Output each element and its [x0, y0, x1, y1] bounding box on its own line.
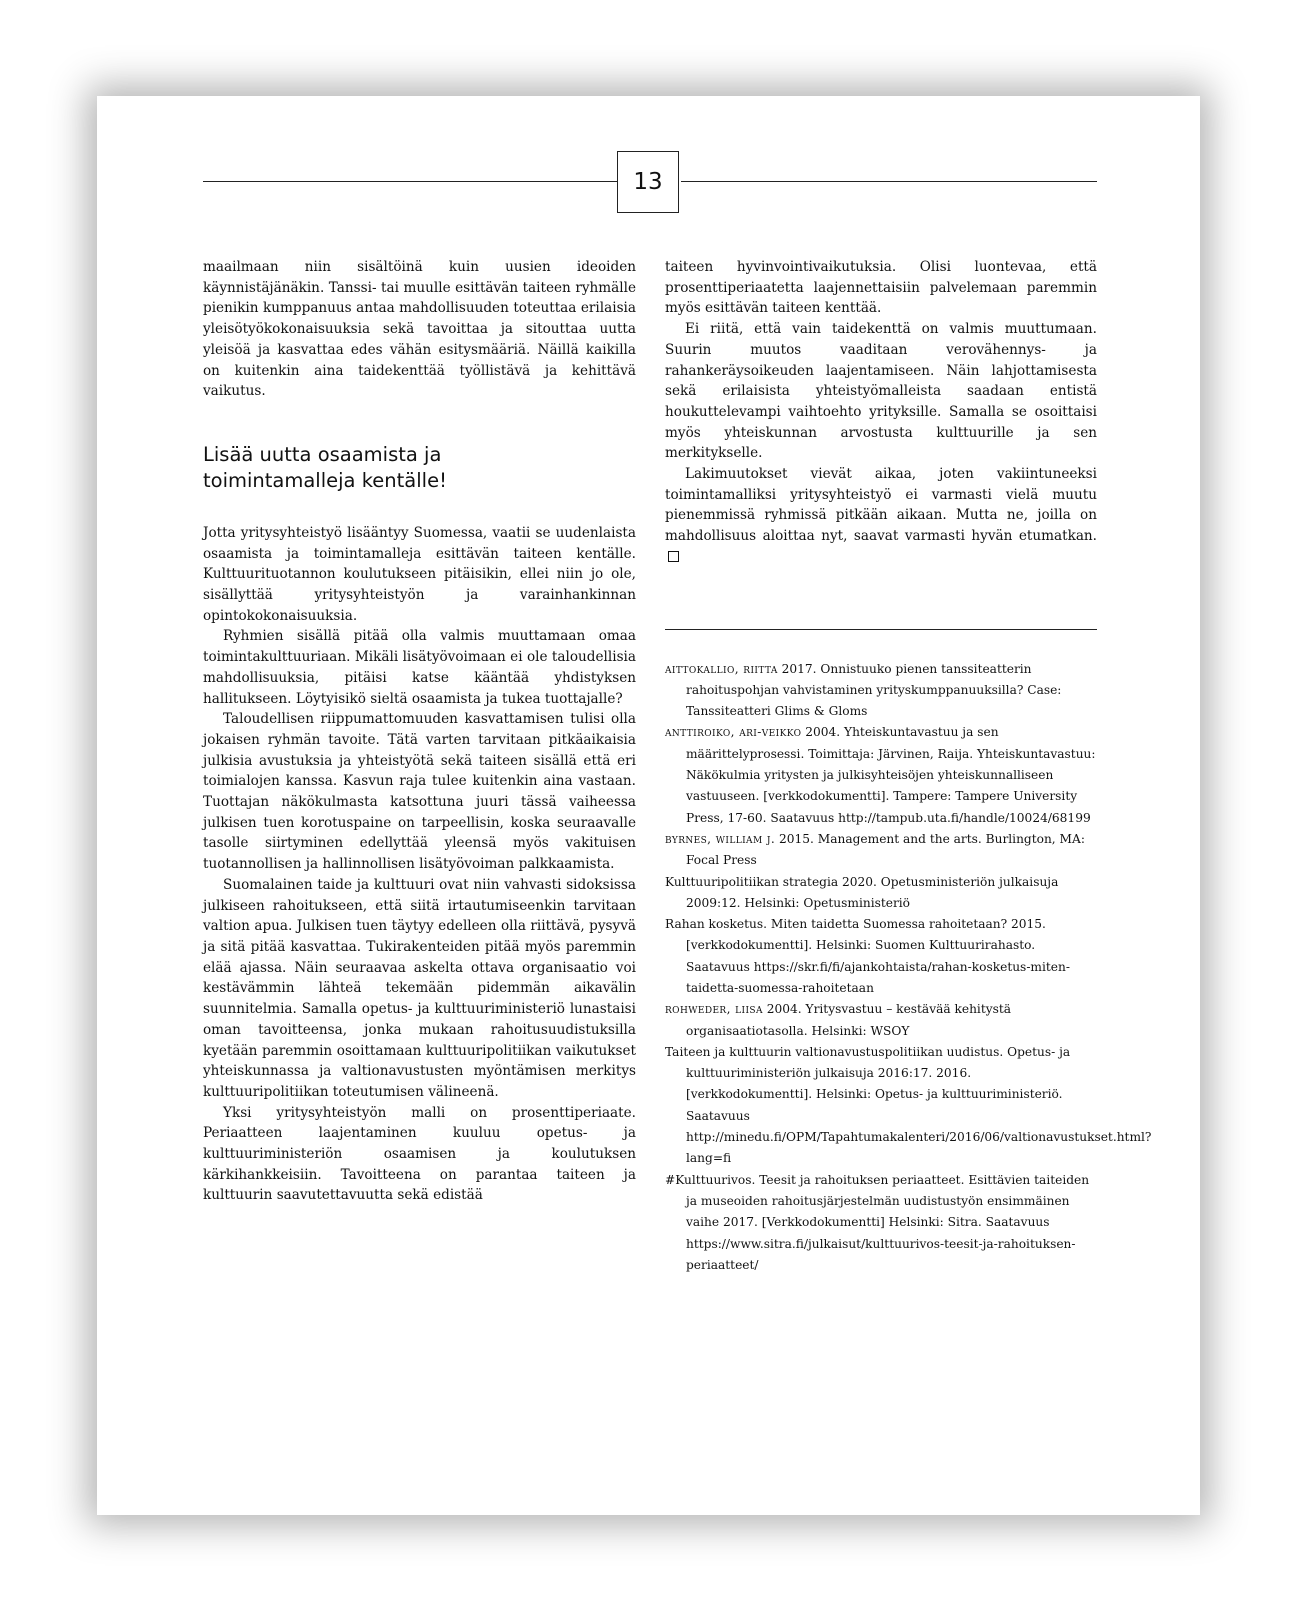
- reference-text: Taiteen ja kulttuurin valtionavustuspolitiikan uudistus. Opetus- ja kulttuuriministeriön julkaisuja 2016:17. 2016. [verkkodokumentti]. Helsinki: Opetus- ja kulttuuriministeriö. Saatavuus http://minedu.fi/OPM/Tapahtumakalenteri/2016/06/valtionavustukset.html?lang=fi: [665, 1044, 1152, 1166]
- reference-item: [665, 999, 1097, 1042]
- reference-item: [665, 1170, 1097, 1276]
- left-column: [203, 257, 636, 1206]
- page-number: 13: [617, 151, 679, 213]
- closing-paragraph-text: Lakimuutokset vievät aikaa, joten vakiintuneeksi toimintamalliksi yritysyhteistyö ei varmasti vielä muutu pienemmissä ryhmissä pitkään aikaan. Mutta ne, joilla on mahdollisuus aloittaa nyt, saavat varmasti hyvän etumatkan.: [665, 466, 1097, 545]
- section-heading-line-2: toimintamalleja kentälle!: [203, 468, 447, 492]
- reference-author: aittokallio, riitta: [665, 661, 778, 676]
- body-paragraph: taiteen hyvinvointivaikutuksia. Olisi luontevaa, että prosenttiperiaatetta laajennettaisiin palvelemaan paremmin myös esittävän taiteen kenttää.: [665, 259, 1097, 317]
- body-paragraph: [665, 464, 1097, 568]
- body-paragraph: Jotta yritysyhteistyö lisääntyy Suomessa, vaatii se uudenlaista osaamista ja toimintamalleja esittävän taiteen kentälle. Kulttuurituotannon koulutukseen pitäisikin, ellei niin jo ole, sisällyttää yritysyhteistyön ja varainhankinnan opintokokonaisuuksia.: [203, 524, 636, 624]
- body-paragraph: Taloudellisen riippumattomuuden kasvattamisen tulisi olla jokaisen ryhmän tavoite. Tätä varten tarvitaan pitkäaikaisia julkisia avustuksia ja yhteistyötä sekä taiteen sisällä että eri toimialojen kanssa. Kasvun raja tulee kuitenkin aina vastaan. Tuottajan näkökulmasta katsottuna juuri tässä vaiheessa julkisen tuen korotuspaine on tarpeellisin, koska seuraavalle tasolle siirtyminen edellyttää yleensä myös vakituisen tuotannollisen ja hallinnollisen lisätyövoiman palkkaamista.: [203, 711, 636, 873]
- reference-text: #Kulttuurivos. Teesit ja rahoituksen periaatteet. Esittävien taiteiden ja museoiden rahoitusjärjestelmän uudistustyön ensimmäinen vaihe 2017. [Verkkodokumentti] Helsinki: Sitra. Saatavuus https://www.sitra.fi/julkaisut/kulttuurivos-teesit-ja-rahoituksen-periaatteet/: [665, 1172, 1090, 1272]
- reference-item: [665, 659, 1097, 723]
- reference-author: byrnes, william j.: [665, 831, 776, 846]
- body-paragraph: Ryhmien sisällä pitää olla valmis muuttamaan omaa toimintakulttuuriaan. Mikäli lisätyövoimaan ei ole taloudellisia mahdollisuuksia, pitäisi katse kääntää yhdistyksen hallitukseen. Löytyisikö sieltä osaamista ja tukea tuottajalle?: [203, 628, 636, 707]
- reference-text: 2004. Yritysvastuu – kestävää kehitystä organisaatiotasolla. Helsinki: WSOY: [686, 1002, 1012, 1038]
- reference-text: Rahan kosketus. Miten taidetta Suomessa rahoitetaan? 2015. [verkkodokumentti]. Helsinki: Suomen Kulttuurirahasto. Saatavuus https://skr.fi/fi/ajankohtaista/rahan-kosketus-miten-taidetta-suomessa-rahoitetaan: [665, 917, 1070, 995]
- header-rule-left: [203, 181, 617, 182]
- end-mark-icon: [668, 551, 679, 562]
- reference-item: [665, 872, 1097, 915]
- reference-item: [665, 1042, 1152, 1170]
- reference-item: [665, 722, 1097, 828]
- reference-item: [665, 914, 1097, 999]
- intro-paragraph: maailmaan niin sisältöinä kuin uusien ideoiden käynnistäjänäkin. Tanssi- tai muulle esittävän taiteen ryhmälle pienikin kumppanuus antaa mahdollisuuden toteuttaa erilaisia yleisötyökokonaisuuksia sekä tavoittaa ja sitouttaa uutta yleisöä ja kasvattaa edes vähän esitysmääriä. Näillä kaikilla on kuitenkin aina taidekenttää työllistävä ja kehittävä vaikutus.: [203, 259, 636, 400]
- reference-author: rohweder, liisa: [665, 1002, 763, 1017]
- right-column: [665, 257, 1152, 1276]
- reference-text: 2017. Onnistuuko pienen tanssiteatterin rahoituspohjan vahvistaminen yrityskumppanuuksilla? Case: Tanssiteatteri Glims & Gloms: [686, 661, 1062, 719]
- reference-item: [665, 829, 1097, 872]
- body-paragraph: Ei riitä, että vain taidekenttä on valmis muuttumaan. Suurin muutos vaaditaan verovähennys- ja rahankeräysoikeuden laajentamiseen. Näin lahjottamisesta sekä erilaisista yhteistyömalleista saadaan entistä houkuttelevampi vaihtoehto yrityksille. Samalla se osoittaisi myös yhteiskunnan arvostusta kulttuurille ja sen merkitykselle.: [665, 321, 1097, 462]
- reference-text: Kulttuuripolitiikan strategia 2020. Opetusministeriön julkaisuja 2009:12. Helsinki: Opetusministeriö: [665, 874, 1059, 910]
- body-paragraph: Yksi yritysyhteistyön malli on prosenttiperiaate. Periaatteen laajentaminen kuuluu opetus- ja kulttuuriministeriön osaamisen ja koulutuksen kärkihankkeisiin. Tavoitteena on parantaa taiteen ja kulttuurin saavutettavuutta sekä edistää: [203, 1104, 636, 1204]
- reference-text: 2004. Yhteiskuntavastuu ja sen määrittelyprosessi. Toimittaja: Järvinen, Raija. Yhteiskuntavastuu: Näkökulmia yritysten ja julkisyhteisöjen yhteiskunnalliseen vastuuseen. [verkkodokumentti]. Tampere: Tampere University Press, 17-60. Saatavuus http://tampub.uta.fi/handle/10024/68199: [686, 725, 1096, 825]
- body-paragraph: Suomalainen taide ja kulttuuri ovat niin vahvasti sidoksissa julkiseen rahoitukseen, että siitä irtautumiseenkin tarvitaan valtion apua. Julkisen tuen täytyy edelleen olla riittävä, pysyvä ja sitä pitää kasvattaa. Tukirakenteiden pitää myös paremmin elää ajassa. Näin seuraavaa askelta ottava organisaatio voi kestävämmin lähteä tekemään pidemmän aikavälin suunnitelmia. Samalla opetus- ja kulttuuriministeriö lunastaisi oman tavoitteensa, jonka mukaan rahoitusuudistuksilla kyetään paremmin osoittamaan kulttuuripolitiikan vaikutukset yhteiskunnassa ja valtionavustusten myöntämisen merkitys kulttuuripolitiikan toteutumisen välineenä.: [203, 876, 636, 1100]
- reference-text: 2015. Management and the arts. Burlington, MA: Focal Press: [686, 831, 1085, 868]
- section-heading: [203, 442, 636, 494]
- references-divider: [665, 629, 1097, 630]
- header-rule-right: [681, 181, 1097, 182]
- reference-author: anttiroiko, ari-veikko: [665, 725, 802, 740]
- reference-list: [665, 659, 1152, 1277]
- section-heading-line-1: Lisää uutta osaamista ja: [203, 442, 442, 466]
